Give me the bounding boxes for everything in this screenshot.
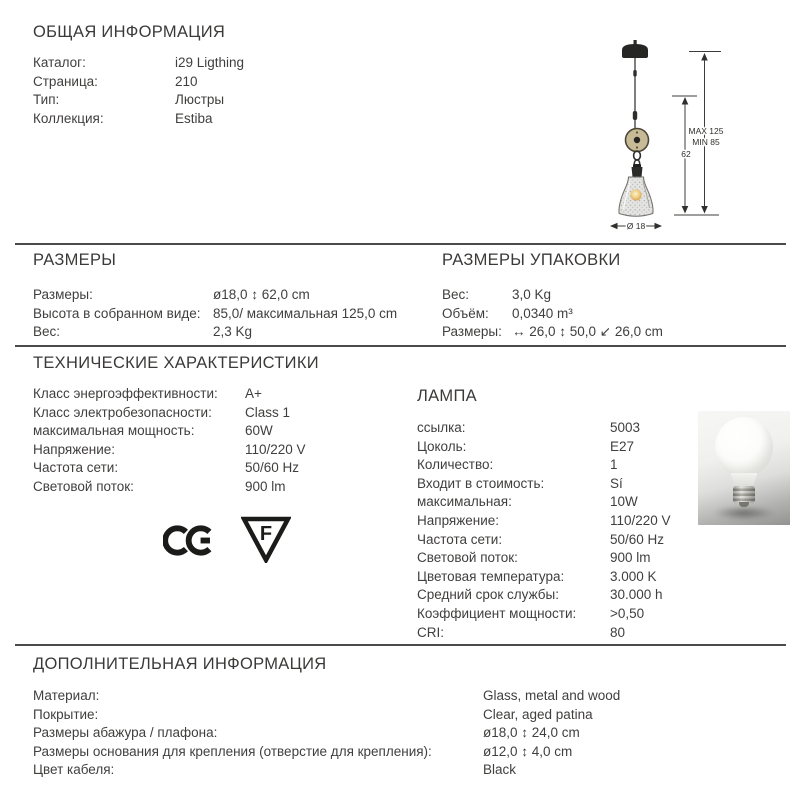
spec-row (417, 586, 671, 605)
spec-row (33, 441, 306, 460)
spec-label: Количество: (417, 457, 494, 473)
pendant-lamp-drawing (588, 34, 788, 239)
spec-value: 60W (245, 423, 273, 439)
spec-row (33, 459, 306, 478)
spec-row (417, 549, 671, 568)
bulb-shadow (713, 506, 775, 520)
spec-label: максимальная мощность: (33, 423, 195, 439)
spec-value: Estiba (175, 110, 213, 126)
section-divider (15, 243, 786, 245)
spec-label: Цветовая температура: (417, 568, 565, 584)
spec-label: Вес: (442, 287, 470, 302)
spec-label: Цвет кабеля: (33, 762, 115, 778)
spec-value: ↔ 26,0 ↕ 50,0 ↙ 26,0 cm (512, 324, 663, 340)
spec-row (33, 404, 306, 423)
spec-label: Тип: (33, 92, 60, 108)
spec-value: 3.000 K (610, 568, 657, 584)
spec-value: 110/220 V (245, 441, 306, 457)
spec-value: ø18,0 ↕ 24,0 cm (483, 725, 580, 741)
spec-value: >0,50 (610, 605, 645, 621)
spec-row (33, 743, 620, 762)
spec-row (33, 422, 306, 441)
spec-value: 85,0/ максимальная 125,0 cm (213, 305, 398, 321)
bulb-neck (728, 473, 760, 487)
spec-value: ø12,0 ↕ 4,0 cm (483, 743, 573, 759)
spec-value: 210 (175, 73, 198, 89)
spec-row (33, 305, 397, 324)
spec-value: 50/60 Hz (610, 531, 665, 547)
dim-label-drop: 62 (681, 149, 691, 159)
spec-row (33, 73, 244, 92)
spec-row (417, 624, 671, 643)
package-table (442, 286, 663, 342)
spec-value: ø18,0 ↕ 62,0 cm (213, 287, 310, 302)
spec-row (417, 419, 671, 438)
lamp-table (417, 419, 671, 642)
dimensions-table (33, 286, 397, 342)
spec-value: i29 Ligthing (175, 55, 245, 70)
spec-value: 900 lm (610, 550, 651, 566)
spec-label: Размеры: (33, 287, 93, 302)
spec-label: CRI: (417, 624, 444, 640)
spec-label: Размеры: (442, 324, 502, 340)
spec-row (33, 724, 620, 743)
dim-label-min: MIN 85 (692, 137, 720, 147)
spec-value: 3,0 Kg (512, 287, 552, 302)
spec-value: Glass, metal and wood (483, 688, 621, 703)
spec-value: Clear, aged patina (483, 706, 593, 722)
spec-label: Вес: (33, 324, 61, 340)
spec-value: Sí (610, 475, 623, 491)
spec-label: максимальная: (417, 494, 512, 510)
spec-label: Каталог: (33, 55, 86, 70)
bulb-screw-base (733, 486, 755, 503)
spec-value: 110/220 V (610, 512, 671, 528)
spec-row (417, 438, 671, 457)
spec-label: Напряжение: (417, 512, 500, 528)
spec-value: 50/60 Hz (245, 460, 300, 476)
spec-label: Цоколь: (417, 438, 467, 454)
spec-label: Средний срок службы: (417, 587, 559, 603)
spec-label: Страница: (33, 73, 98, 89)
spec-row (417, 568, 671, 587)
spec-label: Коллекция: (33, 110, 104, 126)
section-title-general: ОБЩАЯ ИНФОРМАЦИЯ (33, 23, 226, 41)
spec-value: 2,3 Kg (213, 324, 253, 340)
section-title-technical: ТЕХНИЧЕСКИЕ ХАРАКТЕРИСТИКИ (33, 354, 319, 372)
spec-value: 80 (610, 624, 626, 640)
spec-label: Напряжение: (33, 441, 116, 457)
spec-row (442, 323, 663, 342)
section-title-dimensions: РАЗМЕРЫ (33, 251, 117, 269)
lamp-cable-icon (633, 58, 637, 129)
lamp-canopy-icon (622, 40, 648, 58)
bulb-globe (715, 417, 773, 477)
spec-value: Люстры (175, 92, 225, 108)
spec-value: 30.000 h (610, 587, 663, 603)
spec-row (33, 385, 306, 404)
led-bulb-photo (698, 411, 790, 525)
spec-row (33, 323, 397, 342)
spec-label: Класс электробезопасности: (33, 404, 212, 420)
additional-table (33, 687, 620, 780)
lamp-wood-pulley-icon (626, 129, 649, 152)
spec-value: 5003 (610, 420, 641, 435)
spec-row (417, 493, 671, 512)
spec-row (33, 91, 244, 110)
spec-row (417, 605, 671, 624)
spec-row (442, 305, 663, 324)
spec-row (33, 286, 397, 305)
f-triangle-mark-icon (241, 516, 291, 563)
spec-row (33, 761, 620, 780)
spec-label: Материал: (33, 688, 100, 703)
spec-value: A+ (245, 386, 262, 401)
spec-row (33, 478, 306, 497)
spec-value: Class 1 (245, 404, 291, 420)
spec-label: Световой поток: (417, 550, 518, 566)
section-title-package: РАЗМЕРЫ УПАКОВКИ (442, 251, 621, 269)
spec-row (442, 286, 663, 305)
spec-label: ссылка: (417, 420, 466, 435)
section-title-lamp: ЛАМПА (417, 387, 477, 405)
spec-row (33, 687, 620, 706)
spec-value: Black (483, 762, 517, 778)
spec-label: Коэффициент мощности: (417, 605, 577, 621)
spec-label: Частота сети: (33, 460, 119, 476)
spec-row (33, 110, 244, 129)
f-mark-letter: F (259, 523, 273, 545)
spec-value: 900 lm (245, 478, 286, 494)
spec-row (33, 54, 244, 73)
dim-label-diameter: Ø 18 (626, 221, 646, 232)
spec-label: Частота сети: (417, 531, 503, 547)
spec-value: 10W (610, 494, 638, 510)
spec-label: Высота в собранном виде: (33, 305, 201, 321)
spec-value: E27 (610, 438, 635, 454)
section-divider (15, 345, 786, 347)
spec-label: Входит в стоимость: (417, 475, 545, 491)
section-divider (15, 644, 786, 646)
spec-row (417, 512, 671, 531)
spec-value: 0,0340 m³ (512, 305, 573, 321)
general-info-table (33, 54, 244, 128)
spec-label: Класс энергоэффективности: (33, 386, 218, 401)
spec-value: 1 (610, 457, 618, 473)
section-title-additional: ДОПОЛНИТЕЛЬНАЯ ИНФОРМАЦИЯ (33, 655, 327, 673)
dim-label-max: MAX 125 (688, 126, 724, 136)
spec-label: Размеры абажура / плафона: (33, 725, 218, 741)
spec-label: Размеры основания для крепления (отверстие для крепления): (33, 743, 432, 759)
spec-row (417, 456, 671, 475)
spec-label: Объём: (442, 305, 489, 321)
spec-label: Покрытие: (33, 706, 99, 722)
ce-mark-icon (163, 520, 215, 561)
technical-table (33, 385, 306, 497)
lamp-glass-shade-icon (619, 164, 653, 216)
spec-row (33, 706, 620, 725)
spec-row (417, 475, 671, 494)
spec-row (417, 531, 671, 550)
spec-label: Световой поток: (33, 478, 134, 494)
